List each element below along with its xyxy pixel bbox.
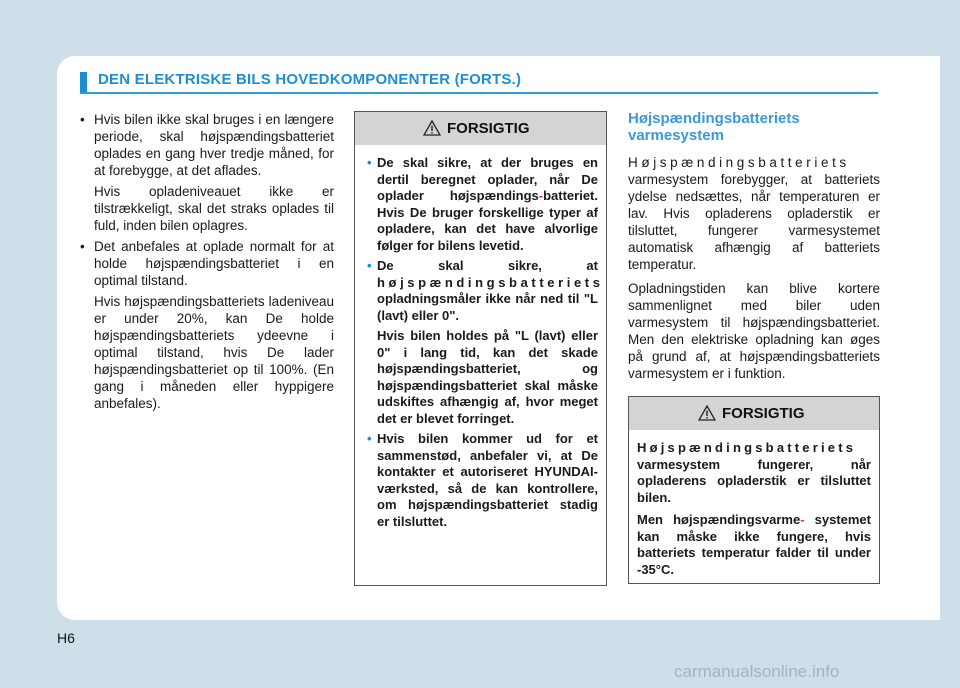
bullet-icon: •	[80, 239, 85, 254]
caution-box-1	[354, 111, 607, 586]
caution-label: FORSIGTIG	[447, 120, 530, 137]
caution-text: opladningsmåler ikke når ned til "L (lavt) eller 0".	[377, 291, 598, 323]
section-title-bar	[80, 72, 878, 94]
caution-text: De skal sikre, at der bruges en dertil beregnet oplader, når De oplader højspændings	[377, 155, 598, 203]
list-item-subtext: Hvis opladeniveauet ikke er tilstrækkeligt, skal det straks oplades til fuld, inden bilen oplagres.	[94, 184, 334, 233]
title-accent	[80, 72, 87, 92]
caution-label: FORSIGTIG	[722, 405, 805, 422]
warning-icon	[698, 405, 716, 421]
list-item-text: Det anbefales at oplade normalt for at holde højspændingsbatteriet i en optimal tilstand.	[94, 239, 334, 288]
left-column	[80, 111, 334, 416]
caution-text-spaced: højspændingsbatteriets	[377, 274, 604, 290]
caution-text: Hvis bilen kommer ud for et sammenstød, anbefaler vi, at De kontakter et autoriseret HYUNDAI-værksted, så de kan kontrollere, om højspændingsbatteriet stadig er tilsluttet.	[377, 431, 598, 529]
list-item-subtext: Hvis højspændingsbatteriets ladeniveau er under 20%, kan De holde højspændingsbatteriets ydeevne i optimal tilstand, hvis De lader højspændingsbatteriet op til 100%. (En gang i måneden eller hyppigere anbefales).	[94, 294, 334, 411]
right-column	[628, 110, 880, 389]
hyphen-mark: -	[538, 188, 544, 203]
list-item	[367, 431, 598, 530]
paragraph: Opladningstiden kan blive kortere sammenlignet med biler uden varmesystem til højspændingsbatteriet. Men den elektriske opladning kan øges på grund af, at højspændingsbatteriets varmesystem er i funktion.	[628, 281, 880, 381]
list-item	[367, 155, 598, 254]
caution-paragraph	[637, 512, 871, 578]
caution-text-spaced: Højspændingsbatteriets	[637, 440, 857, 455]
caution-body	[629, 430, 879, 586]
caution-text: Men højspændingsvarme	[637, 512, 801, 527]
bullet-icon: •	[367, 258, 372, 273]
bullet-icon: •	[80, 112, 85, 127]
caution-text: varmesystem fungerer, når opladerens opladerstik er tilsluttet bilen.	[637, 456, 871, 505]
warning-icon	[423, 120, 441, 136]
caution-body	[355, 145, 606, 542]
caution-header	[629, 397, 879, 430]
caution-text: systemet kan måske ikke fungere, hvis batteriets temperatur falder til under -35°C.	[637, 512, 871, 577]
caution-box-2	[628, 396, 880, 584]
caution-header	[355, 112, 606, 145]
page-number: H6	[57, 630, 75, 646]
watermark: carmanualsonline.info	[674, 662, 840, 681]
caution-text: batteriet. Hvis De bruger forskellige typer af opladere, kan det have alvorlige følger for bilens levetid.	[377, 188, 598, 253]
caution-paragraph: Hvis bilen holdes på "L (lavt) eller 0" i lang tid, kan det skade højspændingsbatteriet, og højspændingsbatteriet skal måske udskiftes afhængig af, hvor meget det er blevet forringet.	[377, 328, 598, 426]
paragraph	[628, 154, 880, 273]
caution-text: De skal sikre, at	[377, 258, 598, 273]
section-heading: Højspændingsbatteriets varmesystem	[628, 110, 800, 144]
caution-paragraph	[637, 440, 871, 506]
list-item	[80, 111, 334, 179]
list-item	[80, 238, 334, 289]
section-title: DEN ELEKTRISKE BILS HOVEDKOMPONENTER (FORTS.)	[98, 71, 522, 88]
paragraph-text: varmesystem forebygger, at batteriets ydelse nedsættes, når temperaturen er lav. Hvis opladerens opladerstik er tilsluttet, fungerer varmesystemet automatisk afhængig af batteriets temperatur.	[628, 172, 880, 272]
list-item-text: Hvis bilen ikke skal bruges i en længere periode, skal højspændingsbatteriet oplades en gang hver tredje måned, for at forebygge, at det aflades.	[94, 112, 334, 178]
bullet-icon: •	[367, 431, 372, 446]
bullet-icon: •	[367, 155, 372, 170]
list-item	[367, 258, 604, 324]
paragraph-text-spaced: Højspændingsbatteriets	[628, 155, 850, 170]
hyphen-mark: -	[800, 512, 805, 527]
